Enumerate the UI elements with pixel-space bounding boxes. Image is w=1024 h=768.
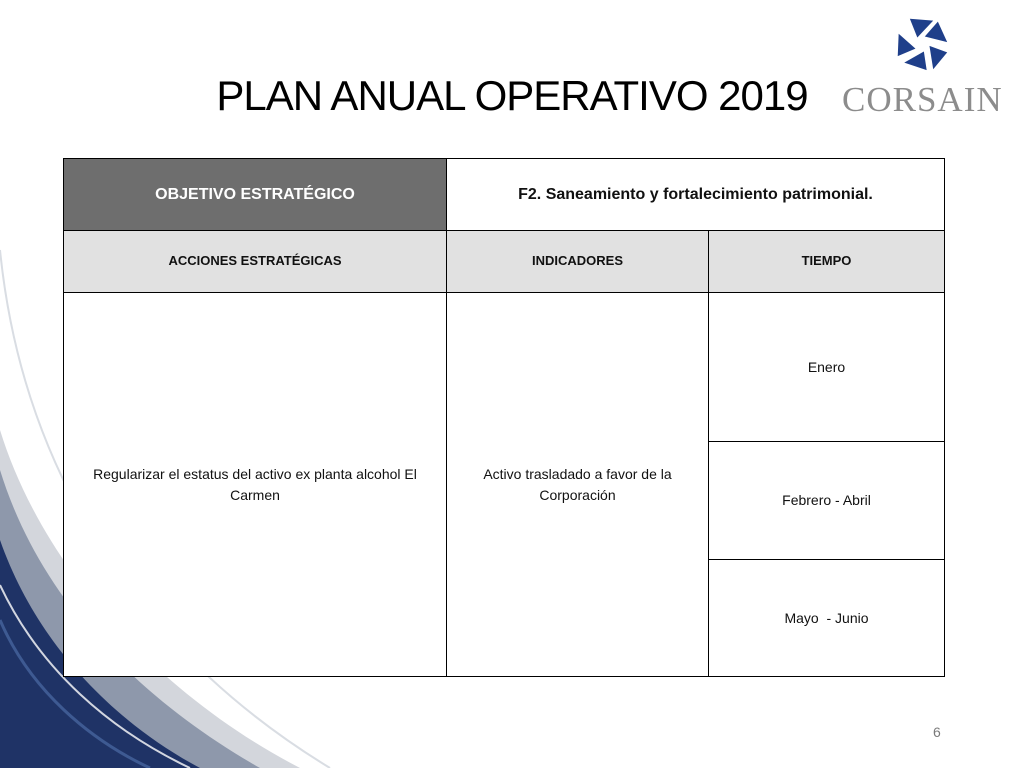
header-row xyxy=(64,231,945,293)
table-row xyxy=(64,293,945,442)
header-indicadores: INDICADORES xyxy=(447,231,709,293)
indicator-cell: Activo trasladado a favor de la Corporación xyxy=(447,293,709,677)
time-cell-febrero-abril: Febrero - Abril xyxy=(709,442,945,560)
corsain-star-logo-icon xyxy=(894,14,950,74)
corsain-logo xyxy=(838,10,1010,120)
corsain-wordmark: CORSAIN xyxy=(842,80,1003,119)
time-cell-mayo-junio: Mayo - Junio xyxy=(709,560,945,677)
action-cell: Regularizar el estatus del activo ex planta alcohol El Carmen xyxy=(64,293,447,677)
operative-plan-table xyxy=(63,158,945,677)
page-number: 6 xyxy=(933,724,941,740)
slide-title: PLAN ANUAL OPERATIVO 2019 xyxy=(216,72,808,119)
header-tiempo: TIEMPO xyxy=(709,231,945,293)
time-cell-enero: Enero xyxy=(709,293,945,442)
objective-value: F2. Saneamiento y fortalecimiento patrimonial. xyxy=(447,159,945,231)
objective-label: OBJETIVO ESTRATÉGICO xyxy=(64,159,447,231)
objective-row xyxy=(64,159,945,231)
header-acciones: ACCIONES ESTRATÉGICAS xyxy=(64,231,447,293)
